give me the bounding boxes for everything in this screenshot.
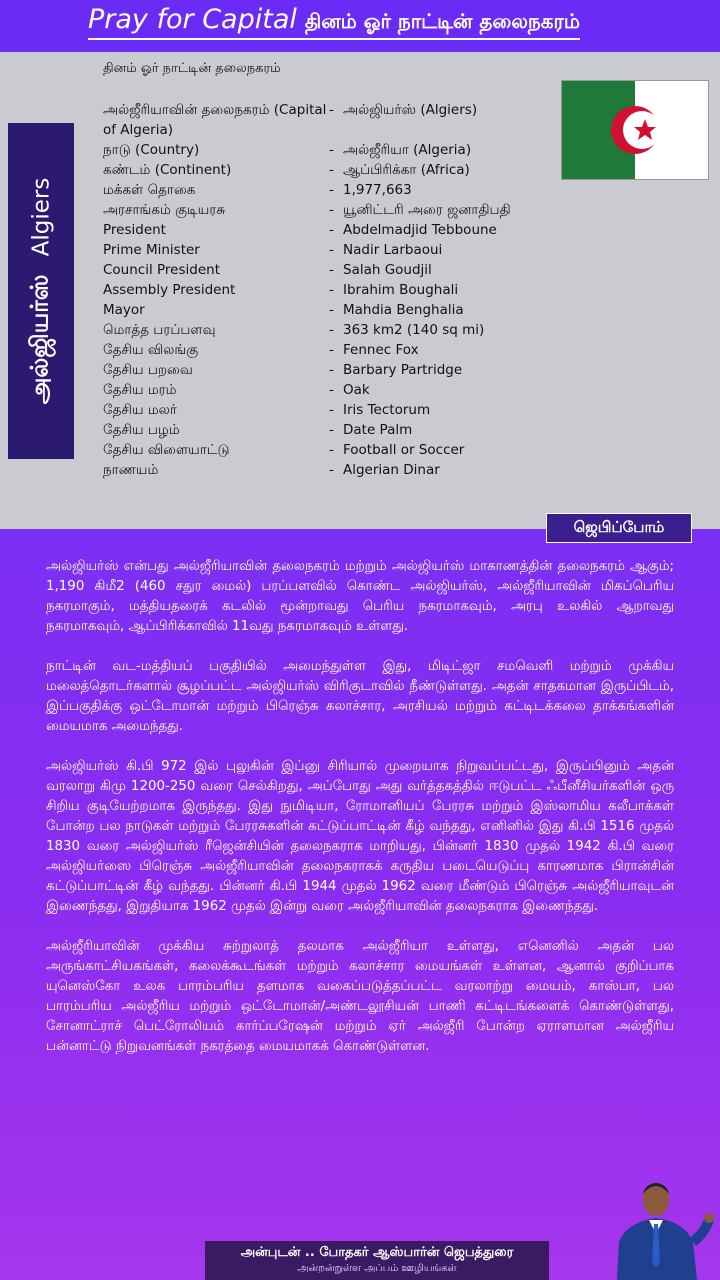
fact-row: மக்கள் தொகை - 1,977,663 (103, 182, 412, 198)
fact-label: கண்டம் (Continent) (103, 162, 232, 178)
info-subtitle: தினம் ஓர் நாட்டின் தலைநகரம் (103, 61, 281, 76)
title-english: Pray for Capital (88, 4, 297, 35)
fact-label: அல்ஜீரியாவின் தலைநகரம் (Capital of Algeria) (103, 102, 327, 138)
fact-row: Assembly President - Ibrahim Boughali (103, 282, 459, 298)
fact-label: அரசாங்கம் குடியரசு (103, 202, 226, 218)
header-bar (0, 0, 720, 52)
footer-name: அன்புடன் .. போதகர் ஆஸ்பார்ன் ஜெபத்துரை (240, 1245, 514, 1260)
info-panel (0, 52, 720, 529)
fact-row: கண்டம் (Continent) - ஆப்பிரிக்கா (Africa) (103, 162, 470, 178)
description-section (0, 529, 720, 1280)
fact-label: Council President (103, 262, 220, 278)
pastor-avatar (597, 1172, 715, 1280)
fact-label: நாணயம் (103, 462, 159, 478)
fact-label: Assembly President (103, 282, 236, 298)
fact-row: தேசிய விளையாட்டு - Football or Soccer (103, 442, 465, 458)
fact-value: Ibrahim Boughali (343, 282, 459, 298)
fact-value: Football or Soccer (343, 442, 465, 458)
fact-value: Mahdia Benghalia (343, 302, 464, 318)
algeria-flag (561, 80, 709, 180)
fact-label: தேசிய பழம் (103, 422, 180, 438)
fact-value: Nadir Larbaoui (343, 242, 443, 258)
paragraph: அல்ஜீரியாவின் முக்கிய சுற்றுலாத் தலமாக அல்ஜீரியா உள்ளது, எனெனில் அதன் பல அருங்காட்சியகங்கள், கலைக்கூடங்கள் மற்றும் கலாச்சார மையங்கள் உள்ளன, ஆனால் குறிப்பாக யுனெஸ்கோ உலக பாரம்பரிய தளமாக வகைப்படுத்தப்பட்ட வரலாற்று மையம், காஸ்பா, பல பாரம்பரிய அல்ஜீரிய மற்றும் ஒட்டோமான்/அண்டலூசியன் பாணி கட்டிடங்களைக் கொண்டுள்ளது, சோனாட்ராச் பெட்ரோலியம் கார்ப்பரேஷன் மற்றும் ஏர் அல்ஜீரி போன்ற ஏராளமான அல்ஜீரிய பன்னாட்டு நிறுவனங்கள் நகரத்தை மையமாகக் கொண்டுள்ளன. (46, 939, 674, 1054)
footer-signature (205, 1241, 549, 1280)
fact-label: Mayor (103, 302, 145, 318)
fact-label: தேசிய விளையாட்டு (103, 442, 230, 458)
fact-row: தேசிய மரம் - Oak (103, 382, 370, 398)
fact-value: Oak (343, 382, 370, 398)
fact-label: தேசிய மலர் (103, 402, 177, 418)
paragraph: நாட்டின் வட-மத்தியப் பகுதியில் அமைந்துள்ள இது, மிடிட்ஜா சமவெளி மற்றும் முக்கிய மலைத்தொடர்களால் சூழப்பட்ட அல்ஜியர்ஸ் விரிகுடாவில் நீண்டுள்ளது. அதன் சாதகமான இருப்பிடம், இப்பகுதிக்கு ஒட்டோமான் மற்றும் பிரெஞ்சு கலாச்சார, அரசியல் மற்றும் கட்டிடக்கலை தாக்கங்களின் மையமாக அமைந்தது. (46, 659, 674, 734)
fact-value: Date Palm (343, 422, 413, 438)
fact-row: மொத்த பரப்பளவு - 363 km2 (140 sq mi) (103, 322, 485, 338)
fact-row: தேசிய மலர் - Iris Tectorum (103, 402, 431, 418)
fact-label: மக்கள் தொகை (103, 182, 196, 198)
fact-label: President (103, 222, 166, 238)
fact-row: நாணயம் - Algerian Dinar (103, 462, 440, 478)
footer-subtitle: அன்றன்றுள்ள அப்பம் ஊழியங்கள் (297, 1263, 457, 1274)
fact-label: நாடு (Country) (103, 142, 200, 158)
fact-value: Algerian Dinar (343, 462, 440, 478)
facts-table (103, 100, 543, 480)
fact-value: Barbary Partridge (343, 362, 463, 378)
fact-value: 363 km2 (140 sq mi) (343, 322, 485, 338)
fact-row: நாடு (Country) - அல்ஜீரியா (Algeria) (103, 142, 472, 158)
fact-row: Council President - Salah Goudjil (103, 262, 432, 278)
fact-label: Prime Minister (103, 242, 200, 258)
title-tamil: தினம் ஓர் நாட்டின் தலைநகரம் (304, 9, 580, 33)
fact-value: 1,977,663 (343, 182, 412, 198)
page-title (88, 4, 580, 40)
fact-row: அரசாங்கம் குடியரசு - யூனிட்டரி அரை ஜனாதிபதி (103, 202, 511, 218)
flag-crescent-star-icon (562, 81, 708, 179)
fact-value: ஆப்பிரிக்கா (Africa) (343, 162, 470, 178)
fact-row: அல்ஜீரியாவின் தலைநகரம் (Capital of Algeria) - அல்ஜியர்ஸ் (Algiers) (103, 102, 478, 138)
fact-label: தேசிய விலங்கு (103, 342, 199, 358)
fact-value: Iris Tectorum (343, 402, 431, 418)
fact-row: President - Abdelmadjid Tebboune (103, 222, 497, 238)
city-name-banner (8, 123, 74, 459)
fact-row: தேசிய பழம் - Date Palm (103, 422, 413, 438)
paragraph: அல்ஜியர்ஸ் என்பது அல்ஜீரியாவின் தலைநகரம் மற்றும் அல்ஜியர்ஸ் மாகாணத்தின் தலைநகரம் ஆகும்; 1,190 கிமீ2 (460 சதுர மைல்) பரப்பளவில் கொண்ட அல்ஜியர்ஸ், அல்ஜீரியாவின் மிகப்பெரிய நகரமாகும், மத்தியதரைக் கடலில் மூன்றாவது பெரிய நகரமாகவும், அரபு உலகில் ஆறாவது நகரமாகவும், ஆப்பிரிக்காவில் 11வது நகரமாகவும் உள்ளது. (46, 559, 674, 634)
fact-label: மொத்த பரப்பளவு (103, 322, 216, 338)
city-name-tamil: அல்ஜியர்ஸ் (25, 274, 54, 405)
city-name-english: Algiers (28, 177, 54, 257)
fact-value: Salah Goudjil (343, 262, 432, 278)
paragraph: அல்ஜியர்ஸ் கி.பி 972 இல் புலுகின் இப்னு சிரியால் முறையாக நிறுவப்பட்டது, இருப்பினும் அதன் வரலாறு கிமு 1200-250 வரை செல்கிறது, அப்போது அது வர்த்தகத்தில் ஈடுபட்ட ஃபீனீசியர்களின் ஒரு சிறிய குடியேற்றமாக இருந்தது. இது நுமிடியா, ரோமானியப் பேரரசு மற்றும் இஸ்லாமிய கலீபாக்கள் போன்ற பல நாடுகள் மற்றும் பேரரசுகளின் கட்டுப்பாட்டின் கீழ் வந்தது, எனினில் இது கி.பி 1516 முதல் 1830 வரை அல்ஜியர்ஸ் ரீஜென்சியின் தலைநகராக மாறியது, பின்னர் 1830 முதல் 1942 கி.பி வரை அல்ஜியர்ஸை பிரெஞ்சு அல்ஜீரியாவின் தலைநகராகக் கருதிய படையெடுப்பு காரணமாக பிரான்சின் கட்டுப்பாட்டின் கீழ் வந்தது. பின்னர் கி.பி 1944 முதல் 1962 வரை மீண்டும் பிரெஞ்சு அல்ஜீரியாவுடன் இணைந்தது, இறுதியாக 1962 முதல் இன்று வரை அல்ஜீரியாவின் தலைநகராக இணைந்தது. (46, 759, 674, 914)
fact-label: தேசிய மரம் (103, 382, 177, 398)
fact-row: தேசிய விலங்கு - Fennec Fox (103, 342, 419, 358)
fact-row: தேசிய பறவை - Barbary Partridge (103, 362, 463, 378)
fact-label: தேசிய பறவை (103, 362, 193, 378)
fact-value: Abdelmadjid Tebboune (343, 222, 497, 238)
pray-badge: ஜெபிப்போம் (546, 513, 692, 543)
fact-value: Fennec Fox (343, 342, 419, 358)
fact-row: Prime Minister - Nadir Larbaoui (103, 242, 443, 258)
fact-value: அல்ஜீரியா (Algeria) (343, 142, 472, 158)
fact-value: யூனிட்டரி அரை ஜனாதிபதி (343, 202, 511, 218)
fact-row: Mayor - Mahdia Benghalia (103, 302, 464, 318)
fact-value: அல்ஜியர்ஸ் (Algiers) (343, 102, 478, 118)
